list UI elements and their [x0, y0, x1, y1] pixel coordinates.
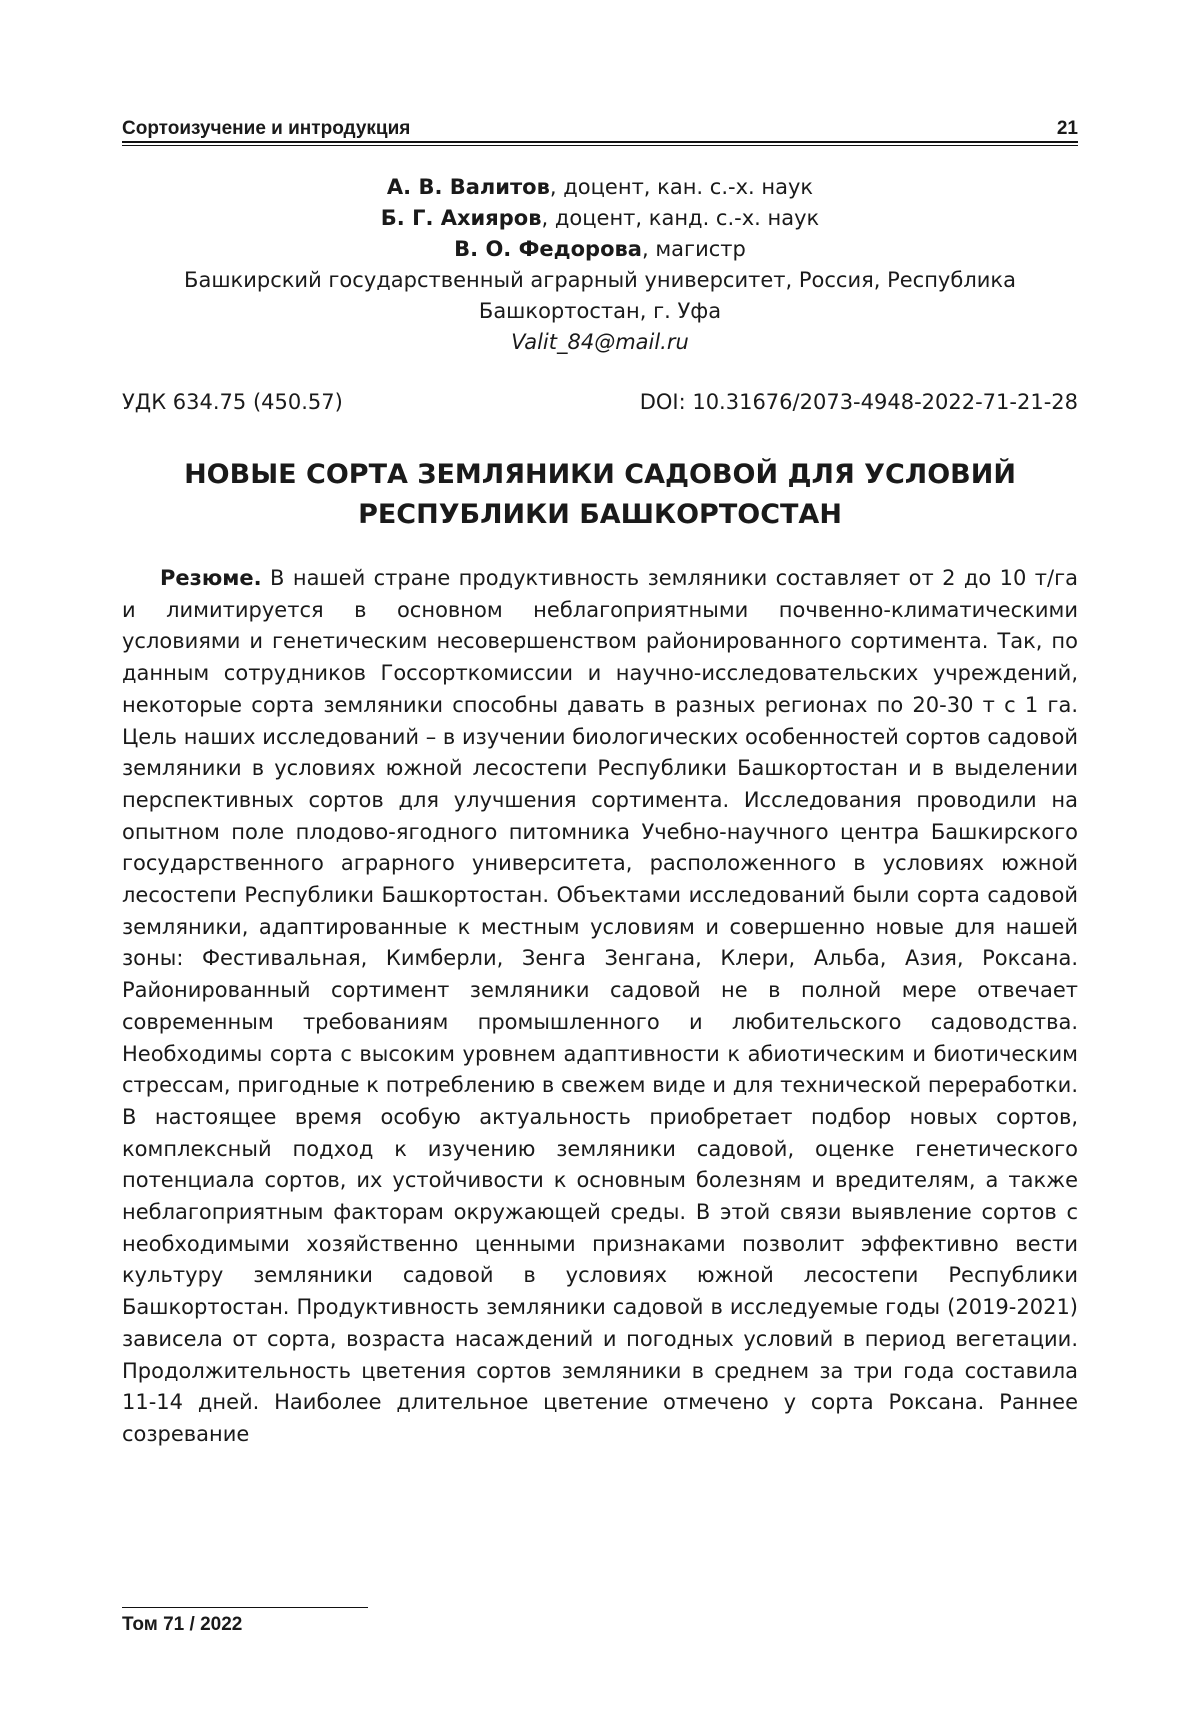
running-header	[122, 110, 1078, 140]
abstract	[122, 563, 1078, 1451]
author-role: , доцент, канд. с.-х. наук	[541, 206, 820, 230]
identifiers	[122, 390, 1078, 414]
title-line: РЕСПУБЛИКИ БАШКОРТОСТАН	[358, 499, 842, 530]
abstract-text: В нашей стране продуктивность земляники составляет от 2 до 10 т/га и лимитируется в основном неблагоприятными почвенно-климатическими условиями и генетическим несовершенством районированного сортимента. Так, по данным сотрудников Госсорткомиссии и научно-исследовательских учреждений, некоторые сорта земляники способны давать в разных регионах по 20-30 т с 1 га. Цель наших исследований – в изучении биологических особенностей сортов садовой земляники в условиях южной лесостепи Республики Башкортостан и в выделении перспективных сортов для улучшения сортимента. Исследования проводили на опытном поле плодово-ягодного питомника Учебно-научного центра Башкирского государственного аграрного университета, расположенного в условиях южной лесостепи Республики Башкортостан. Объектами исследований были сорта садовой земляники, адаптированные к местным условиям и совершенно новые для нашей зоны: Фестивальная, Кимберли, Зенга Зенгана, Клери, Альба, Азия, Роксана. Районированный сортимент земляники садовой не в полной мере отвечает современным требованиям промышленного и любительского садоводства. Необходимы сорта с высоким уровнем адаптивности к абиотическим и биотическим стрессам, пригодные к потреблению в свежем виде и для технической переработки. В настоящее время особую актуальность приобретает подбор новых сортов, комплексный подход к изучению земляники садовой, оценке генетического потенциала сортов, их устойчивости к основным болезням и вредителям, а также неблагоприятным факторам окружающей среды. В этой связи выявление сортов с необходимыми хозяйственно ценными признаками позволит эффективно вести культуру земляники садовой в условиях южной лесостепи Республики Башкортостан. Продуктивность земляники садовой в исследуемые годы (2019-2021) зависела от сорта, возраста насаждений и погодных условий в период вегетации. Продолжительность цветения сортов земляники в среднем за три года составила 11-14 дней. Наиболее длительное цветение отмечено у сорта Роксана. Раннее созревание	[122, 566, 1078, 1446]
article-title	[122, 455, 1078, 535]
author-role: , магистр	[641, 237, 746, 261]
author-name: Б. Г. Ахияров	[380, 206, 542, 230]
author-line	[122, 203, 1078, 234]
author-line	[122, 234, 1078, 265]
author-name: В. О. Федорова	[454, 237, 642, 261]
footer-rule	[122, 1607, 368, 1608]
page	[122, 0, 1078, 1710]
abstract-label: Резюме.	[160, 566, 262, 590]
doi[interactable]: DOI: 10.31676/2073-4948-2022-71-21-28	[639, 390, 1078, 414]
volume-footer: Том 71 / 2022	[122, 1614, 243, 1635]
udk-code: УДК 634.75 (450.57)	[122, 390, 343, 414]
author-name: А. В. Валитов	[386, 175, 550, 199]
section-title: Сортоизучение и интродукция	[122, 118, 411, 139]
author-role: , доцент, кан. с.-х. наук	[549, 175, 814, 199]
affiliation-line: Башкортостан, г. Уфа	[478, 299, 722, 323]
title-line: НОВЫЕ СОРТА ЗЕМЛЯНИКИ САДОВОЙ ДЛЯ УСЛОВИЙ	[184, 459, 1016, 490]
author-line	[122, 172, 1078, 203]
author-block	[122, 172, 1078, 358]
page-number: 21	[1056, 118, 1078, 139]
affiliation-line: Башкирский государственный аграрный университет, Россия, Республика	[184, 268, 1016, 292]
header-rule	[122, 141, 1078, 143]
header-rule-thin	[122, 145, 1078, 146]
author-email[interactable]: Valit_84@mail.ru	[511, 330, 689, 354]
